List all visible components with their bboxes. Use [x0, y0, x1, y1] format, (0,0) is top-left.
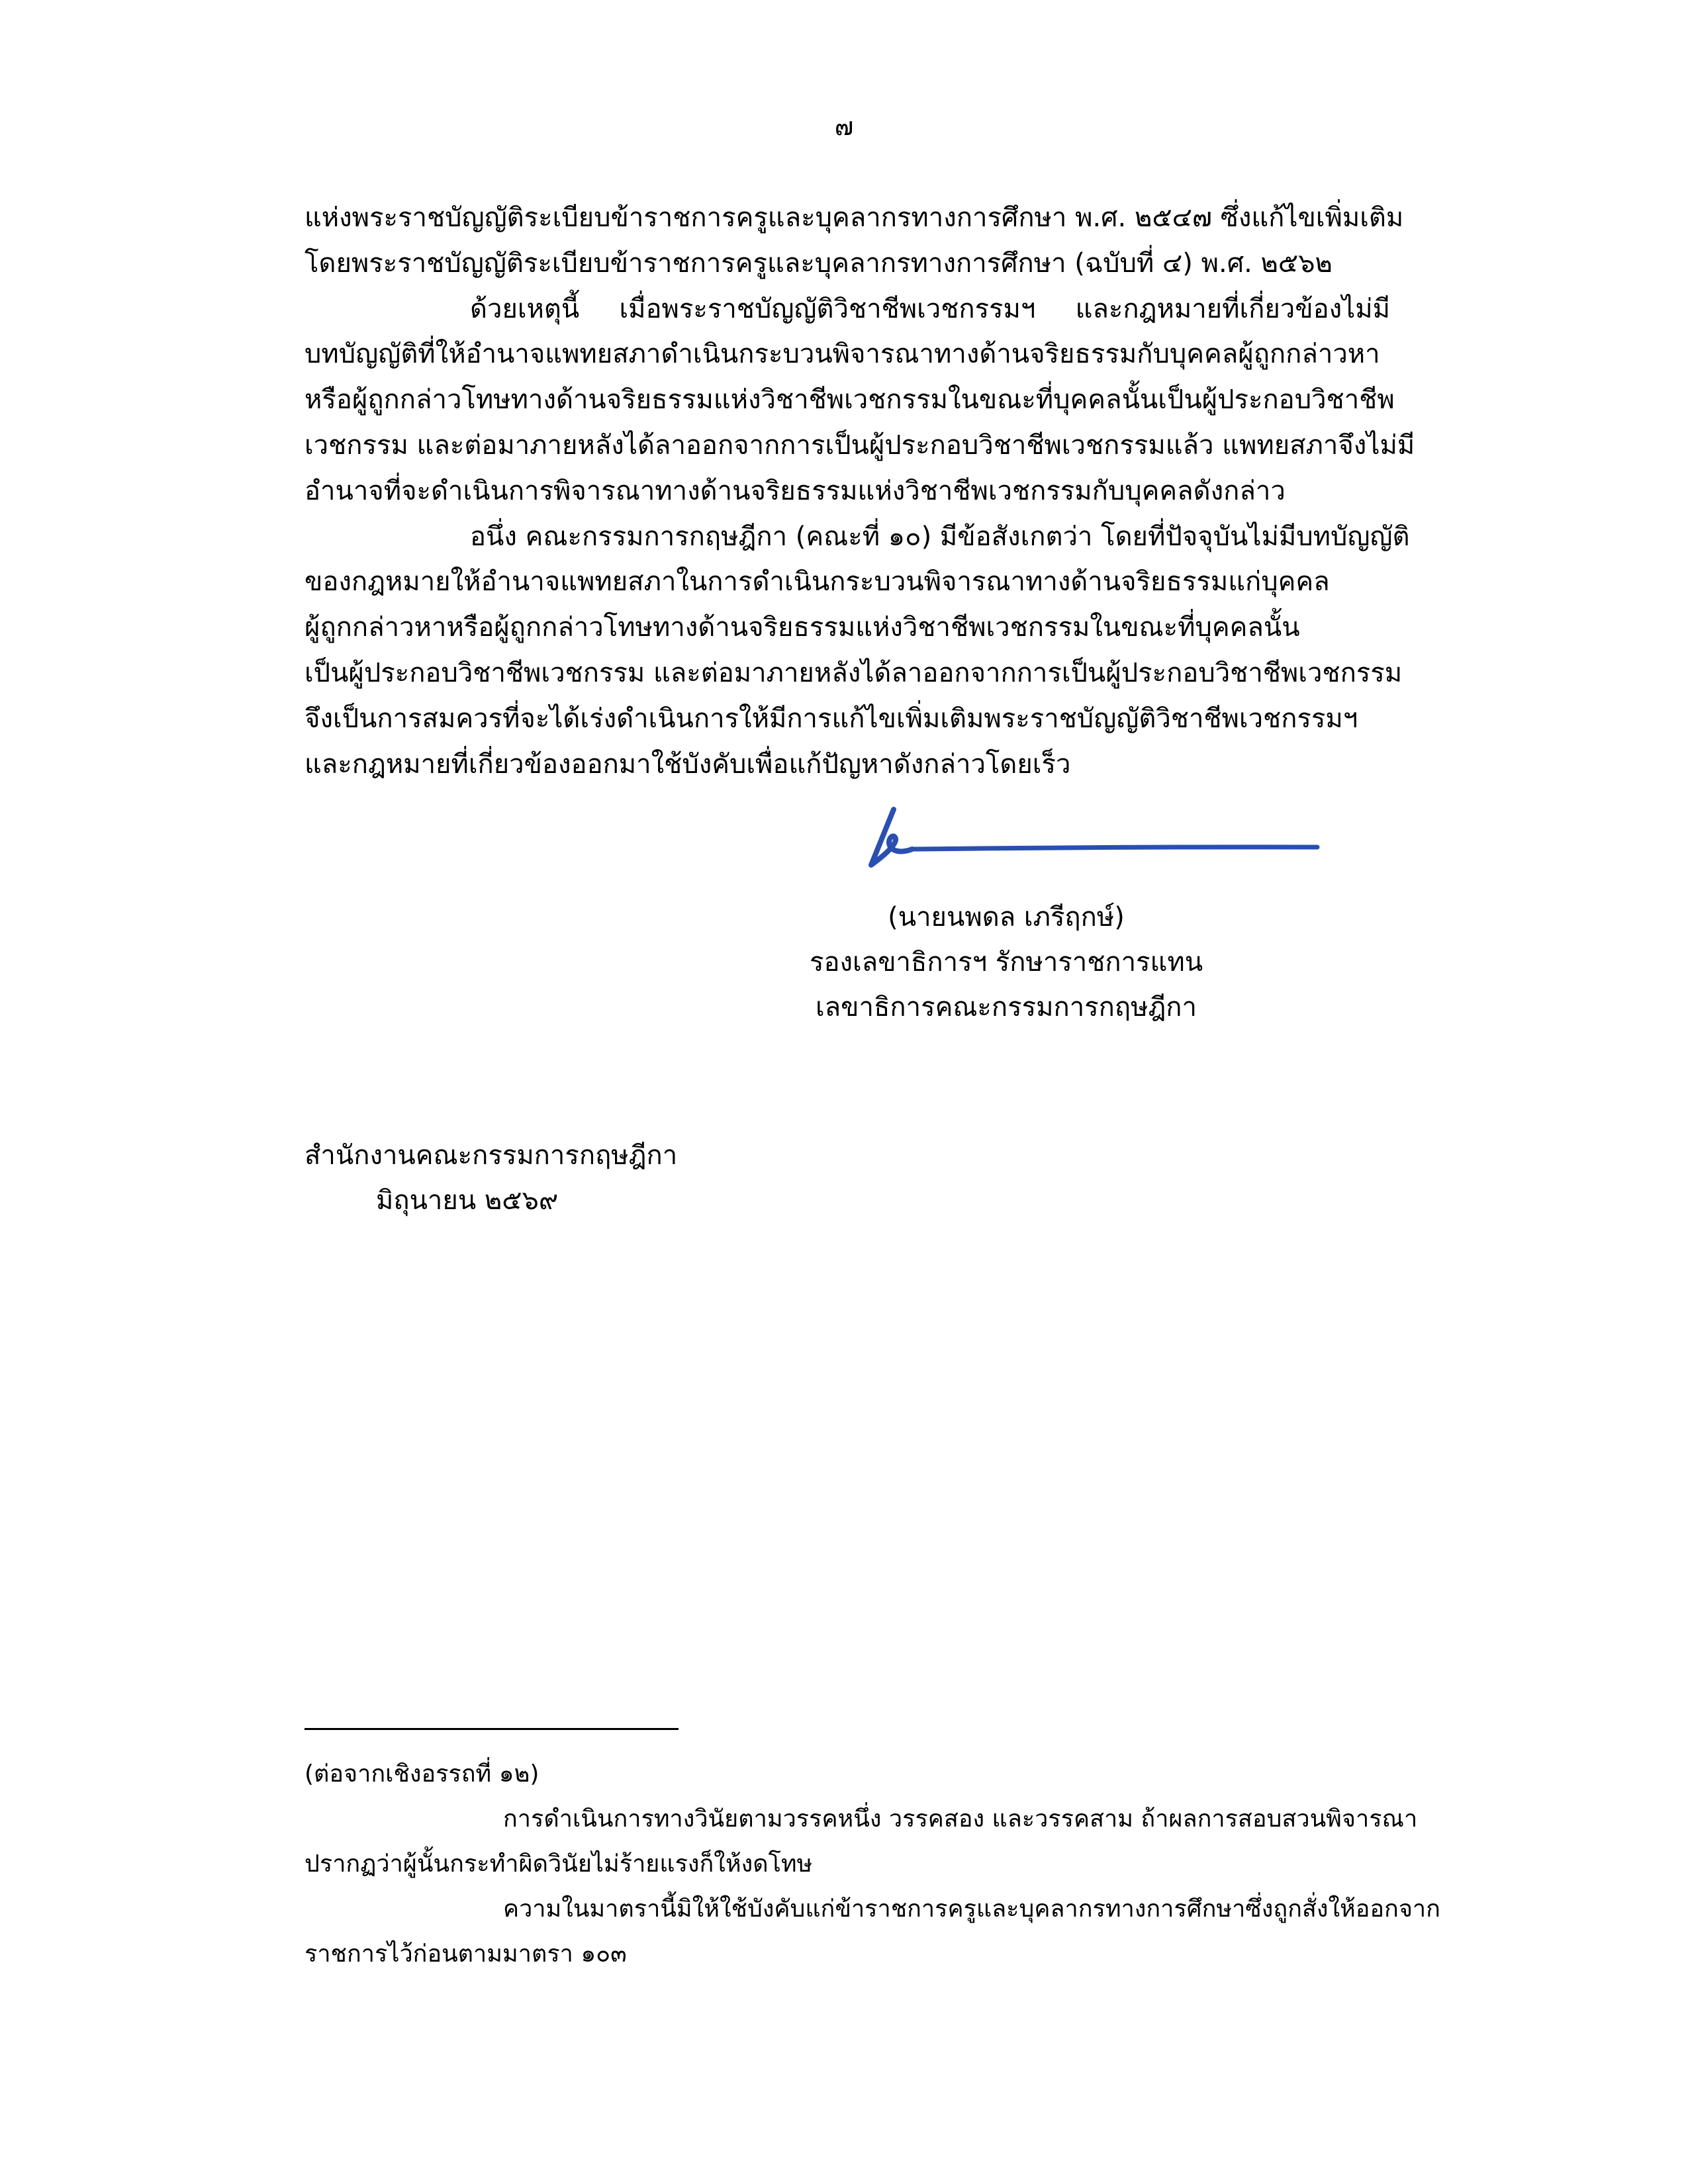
footnote-divider	[305, 1728, 679, 1730]
document-date: มิถุนายน ๒๕๖๙	[376, 1185, 559, 1216]
signatory-position: เลขาธิการคณะกรรมการกฤษฎีกา	[816, 992, 1197, 1023]
body-line: ของกฎหมายให้อำนาจแพทยสภาในการดำเนินกระบวนพิจารณาทางด้านจริยธรรมแก่บุคคล	[305, 567, 1330, 598]
body-line: โดยพระราชบัญญัติระเบียบข้าราชการครูและบุคลากรทางการศึกษา (ฉบับที่ ๔) พ.ศ. ๒๕๖๒	[305, 248, 1333, 279]
body-line: และกฎหมายที่เกี่ยวข้องออกมาใช้บังคับเพื่อแก้ปัญหาดังกล่าวโดยเร็ว	[305, 749, 1071, 780]
footnote-continued: (ต่อจากเชิงอรรถที่ ๑๒)	[305, 1760, 539, 1788]
office-block	[305, 1133, 677, 1223]
signature-stroke	[871, 809, 912, 865]
body-line: ผู้ถูกกล่าวหาหรือผู้ถูกกล่าวโทษทางด้านจริยธรรมแห่งวิชาชีพเวชกรรมในขณะที่บุคคลนั้น	[305, 612, 1300, 643]
office-name: สำนักงานคณะกรรมการกฤษฎีกา	[305, 1140, 678, 1171]
footnote-line: ปรากฏว่าผู้นั้นกระทำผิดวินัยไม่ร้ายแรงก็ให้งดโทษ	[305, 1850, 813, 1878]
body-line: อำนาจที่จะดำเนินการพิจารณาทางด้านจริยธรรมแห่งวิชาชีพเวชกรรมกับบุคคลดังกล่าว	[305, 475, 1286, 506]
signature-stroke	[912, 847, 1317, 849]
signature-block	[741, 895, 1271, 1030]
handwritten-signature	[861, 791, 1324, 877]
body-line: หรือผู้ถูกกล่าวโทษทางด้านจริยธรรมแห่งวิชาชีพเวชกรรมในขณะที่บุคคลนั้นเป็นผู้ประกอบวิชาชีพ	[305, 385, 1395, 416]
body-line: จึงเป็นการสมควรที่จะได้เร่งดำเนินการให้มีการแก้ไขเพิ่มเติมพระราชบัญญัติวิชาชีพเวชกรรมฯ	[305, 703, 1358, 734]
body-line: เวชกรรม และต่อมาภายหลังได้ลาออกจากการเป็นผู้ประกอบวิชาชีพเวชกรรมแล้ว แพทยสภาจึงไม่มี	[305, 430, 1415, 461]
body-line: อนึ่ง คณะกรรมการกฤษฎีกา (คณะที่ ๑๐) มีข้อสังเกตว่า โดยที่ปัจจุบันไม่มีบทบัญญัติ	[470, 521, 1410, 552]
footnote-line: ราชการไว้ก่อนตามมาตรา ๑๐๓	[305, 1940, 627, 1968]
footnote-line: การดำเนินการทางวินัยตามวรรคหนึ่ง วรรคสอง และวรรคสาม ถ้าผลการสอบสวนพิจารณา	[503, 1805, 1418, 1833]
footnote-block	[305, 1752, 1440, 1977]
signatory-name: (นายนพดล เภรีฤกษ์)	[888, 902, 1125, 933]
body-line: บทบัญญัติที่ให้อำนาจแพทยสภาดำเนินกระบวนพิจารณาทางด้านจริยธรรมกับบุคคลผู้ถูกกล่าวหา	[305, 339, 1380, 370]
body-text	[305, 195, 1415, 787]
body-line: เป็นผู้ประกอบวิชาชีพเวชกรรม และต่อมาภายหลังได้ลาออกจากการเป็นผู้ประกอบวิชาชีพเวชกรรม	[305, 657, 1403, 688]
body-line: แห่งพระราชบัญญัติระเบียบข้าราชการครูและบุคลากรทางการศึกษา พ.ศ. ๒๕๔๗ ซึ่งแก้ไขเพิ่มเติม	[305, 203, 1404, 233]
footnote-line: ความในมาตรานี้มิให้ใช้บังคับแก่ข้าราชการครูและบุคลากรทางการศึกษาซึ่งถูกสั่งให้ออกจาก	[503, 1895, 1440, 1923]
body-line: ด้วยเหตุนี้ เมื่อพระราชบัญญัติวิชาชีพเวชกรรมฯ และกฎหมายที่เกี่ยวข้องไม่มี	[470, 293, 1390, 324]
signatory-position: รองเลขาธิการฯ รักษาราชการแทน	[809, 947, 1203, 978]
page-number: ๗	[834, 112, 854, 141]
